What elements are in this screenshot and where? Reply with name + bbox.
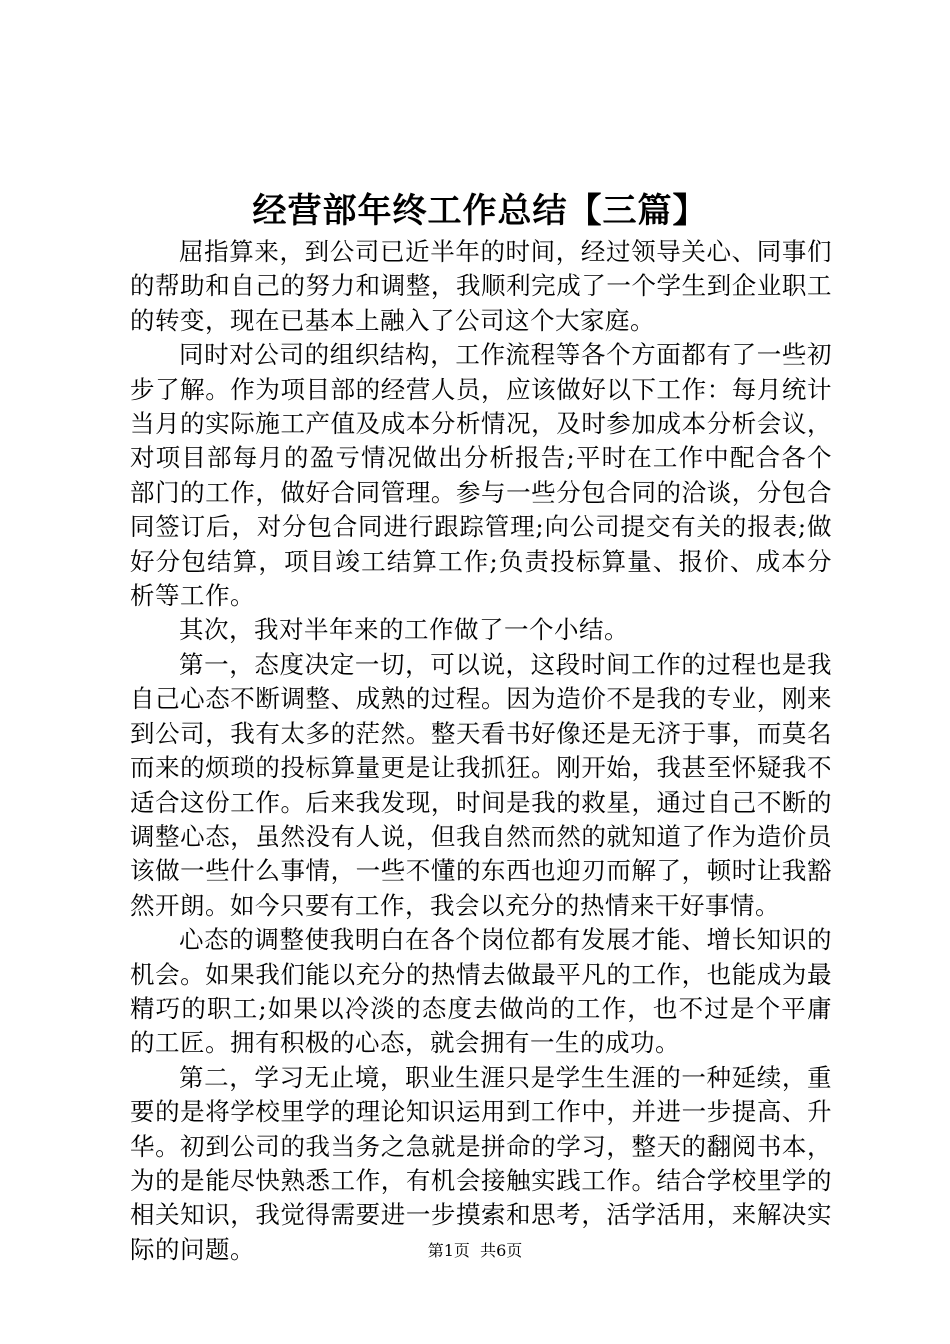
page-number-footer: 第1页 共6页	[427, 1241, 523, 1260]
paragraph-summary-intro: 其次，我对半年来的工作做了一个小结。	[179, 615, 629, 645]
paragraph-intro: 屈指算来，到公司已近半年的时间，经过领导关心、同事们的帮助和自己的努力和调整，我顺利完成了一个学生到企业职工的转变，现在已基本上融入了公司这个大家庭。	[130, 237, 832, 335]
document-body	[130, 235, 832, 1267]
paragraph-learning: 第二，学习无止境，职业生涯只是学生生涯的一种延续，重要的是将学校里学的理论知识运用到工作中，并进一步提高、升华。初到公司的我当务之急就是拼命的学习，整天的翻阅书本，为的是能尽快熟悉工作，有机会接触实践工作。结合学校里学的相关知识，我觉得需要进一步摸索和思考，活学活用，来解决实际的问题。	[130, 1062, 832, 1264]
paragraph-mindset: 心态的调整使我明白在各个岗位都有发展才能、增长知识的机会。如果我们能以充分的热情去做最平凡的工作，也能成为最精巧的职工;如果以冷淡的态度去做尚的工作，也不过是个平庸的工匠。拥有积极的心态，就会拥有一生的成功。	[130, 925, 832, 1058]
paragraph-attitude: 第一，态度决定一切，可以说，这段时间工作的过程也是我自己心态不断调整、成熟的过程。因为造价不是我的专业，刚来到公司，我有太多的茫然。整天看书好像还是无济于事，而莫名而来的烦琐的投标算量更是让我抓狂。刚开始，我甚至怀疑我不适合这份工作。后来我发现，时间是我的救星，通过自己不断的调整心态，虽然没有人说，但我自然而然的就知道了作为造价员该做一些什么事情，一些不懂的东西也迎刃而解了，顿时让我豁然开朗。如今只要有工作，我会以充分的热情来干好事情。	[130, 649, 832, 920]
paragraph-duties: 同时对公司的组织结构，工作流程等各个方面都有了一些初步了解。作为项目部的经营人员，应该做好以下工作：每月统计当月的实际施工产值及成本分析情况，及时参加成本分析会议，对项目部每月的盈亏情况做出分析报告;平时在工作中配合各个部门的工作，做好合同管理。参与一些分包合同的洽谈，分包合同签订后，对分包合同进行跟踪管理;向公司提交有关的报表;做好分包结算，项目竣工结算工作;负责投标算量、报价、成本分析等工作。	[130, 340, 832, 611]
document-title: 经营部年终工作总结【三篇】	[252, 191, 708, 231]
